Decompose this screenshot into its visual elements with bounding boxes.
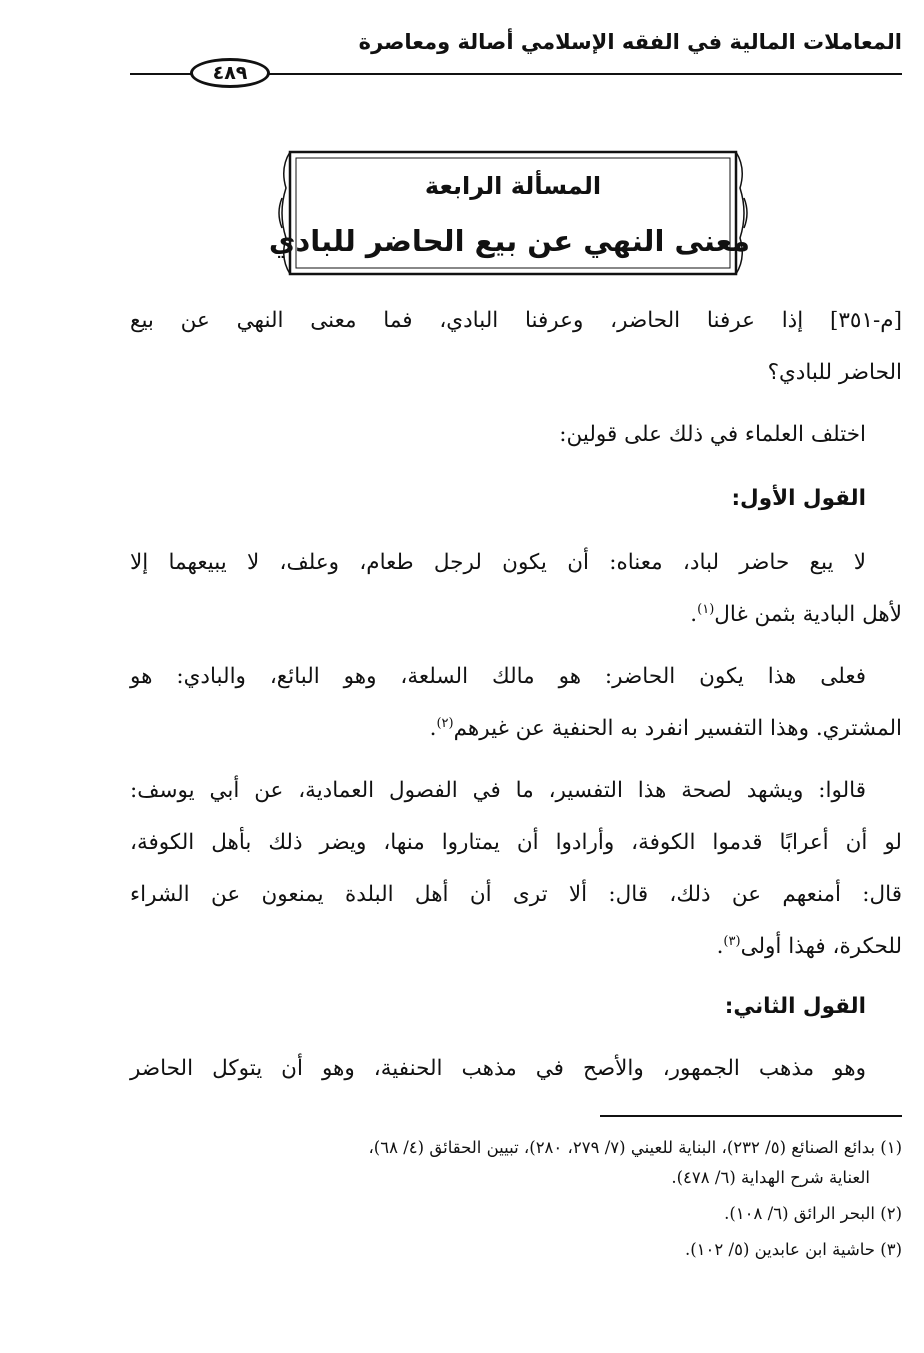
paragraph-4-end: . (429, 716, 437, 741)
paragraph-5-line-1: قالوا: ويشهد لصحة هذا التفسير، ما في الفصول العمادية، عن أبي يوسف: (130, 778, 866, 803)
footnote-rule (600, 1115, 902, 1117)
footnote-1-line-2: العناية شرح الهداية (٦/ ٤٧٨). (671, 1168, 870, 1187)
footnote-ref-2: (٢) (436, 715, 454, 731)
paragraph-3-line-2 (130, 598, 902, 632)
paragraph-1-line-1: [م-٣٥١] إذا عرفنا الحاضر، وعرفنا البادي، فما معنى النهي عن بيع (130, 308, 902, 333)
paragraph-5-line-4 (130, 930, 902, 964)
paragraph-5-line-3: قال: أمنعهم عن ذلك، قال: ألا ترى أن أهل البلدة يمنعون عن الشراء (130, 882, 902, 907)
footnote-2: (٢) البحر الرائق (٦/ ١٠٨). (724, 1204, 902, 1223)
heading-first-opinion: القول الأول: (731, 486, 866, 511)
paragraph-4-line-1: فعلى هذا يكون الحاضر: هو مالك السلعة، وهو البائع، والبادي: هو (130, 664, 866, 689)
paragraph-3-text: لأهل البادية بثمن غال (714, 602, 902, 627)
ornamental-frame-icon (268, 148, 750, 278)
paragraph-4-text: المشتري. وهذا التفسير انفرد به الحنفية عن غيرهم (453, 716, 902, 741)
section-number-title: المسألة الرابعة (424, 172, 602, 200)
footnote-ref-1: (١) (697, 601, 715, 617)
paragraph-5-line-2: لو أن أعرابًا قدموا الكوفة، وأرادوا أن يمتاروا منها، ويضر ذلك بأهل الكوفة، (130, 830, 902, 855)
paragraph-3-line-1: لا يبع حاضر لباد، معناه: أن يكون لرجل طعام، وعلف، لا يبيعهما إلا (130, 550, 866, 575)
paragraph-1-line-2: الحاضر للبادي؟ (767, 360, 902, 385)
paragraph-3-end: . (690, 602, 698, 627)
paragraph-2: اختلف العلماء في ذلك على قولين: (559, 422, 866, 447)
footnote-ref-3: (٣) (723, 933, 741, 949)
paragraph-5-end: . (716, 934, 724, 959)
running-title: المعاملات المالية في الفقه الإسلامي أصالة ومعاصرة (358, 30, 902, 54)
footnote-1-line-1: (١) بدائع الصنائع (٥/ ٢٣٢)، البناية للعيني (٧/ ٢٧٩، ٢٨٠)، تبيين الحقائق (٤/ ٦٨)، (368, 1138, 902, 1157)
footnote-3: (٣) حاشية ابن عابدين (٥/ ١٠٢). (684, 1240, 902, 1259)
paragraph-5-text: للحكرة، فهذا أولى (740, 934, 902, 959)
paragraph-4-line-2 (130, 712, 902, 746)
heading-second-opinion: القول الثاني: (724, 994, 866, 1019)
section-title-frame (268, 148, 750, 278)
page-number: ٤٨٩ (190, 58, 270, 88)
section-title: معنى النهي عن بيع الحاضر للبادي (268, 224, 750, 258)
paragraph-6-line-1: وهو مذهب الجمهور، والأصح في مذهب الحنفية، وهو أن يتوكل الحاضر (130, 1056, 866, 1081)
